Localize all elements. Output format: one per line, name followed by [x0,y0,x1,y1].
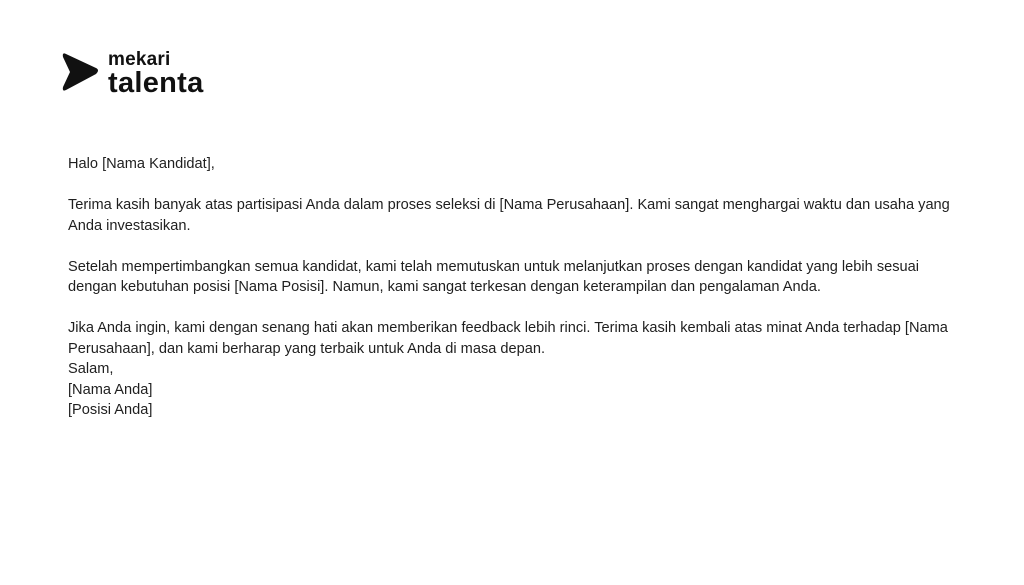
letter-closing: Salam, [68,361,114,377]
brand-logo [62,48,204,98]
brand-wordmark [108,48,204,98]
mekari-chevron-icon [62,52,100,92]
letter-body [68,154,958,421]
letter-paragraph-1: Terima kasih banyak atas partisipasi Anda dalam proses seleksi di [Nama Perusahaan]. Kami sangat menghargai waktu dan usaha yang Anda investasikan. [68,197,950,234]
letter-paragraph-2: Setelah mempertimbangkan semua kandidat, kami telah memutuskan untuk melanjutkan proses dengan kandidat yang lebih sesuai dengan kebutuhan posisi [Nama Posisi]. Namun, kami sangat terkesan dengan keterampilan dan pengalaman Anda. [68,258,919,295]
brand-sub: mekari [108,49,171,70]
letter-sender-name: [Nama Anda] [68,381,153,398]
letter-paragraph-3: Jika Anda ingin, kami dengan senang hati akan memberikan feedback lebih rinci. Terima kasih kembali atas minat Anda terhadap [Nama Perusahaan], dan kami berharap yang terbaik untuk Anda di masa depan. [68,320,948,357]
letter-greeting: Halo [Nama Kandidat], [68,156,215,172]
brand-main: talenta [108,67,204,99]
letter-sender-position: [Posisi Anda] [68,402,153,418]
